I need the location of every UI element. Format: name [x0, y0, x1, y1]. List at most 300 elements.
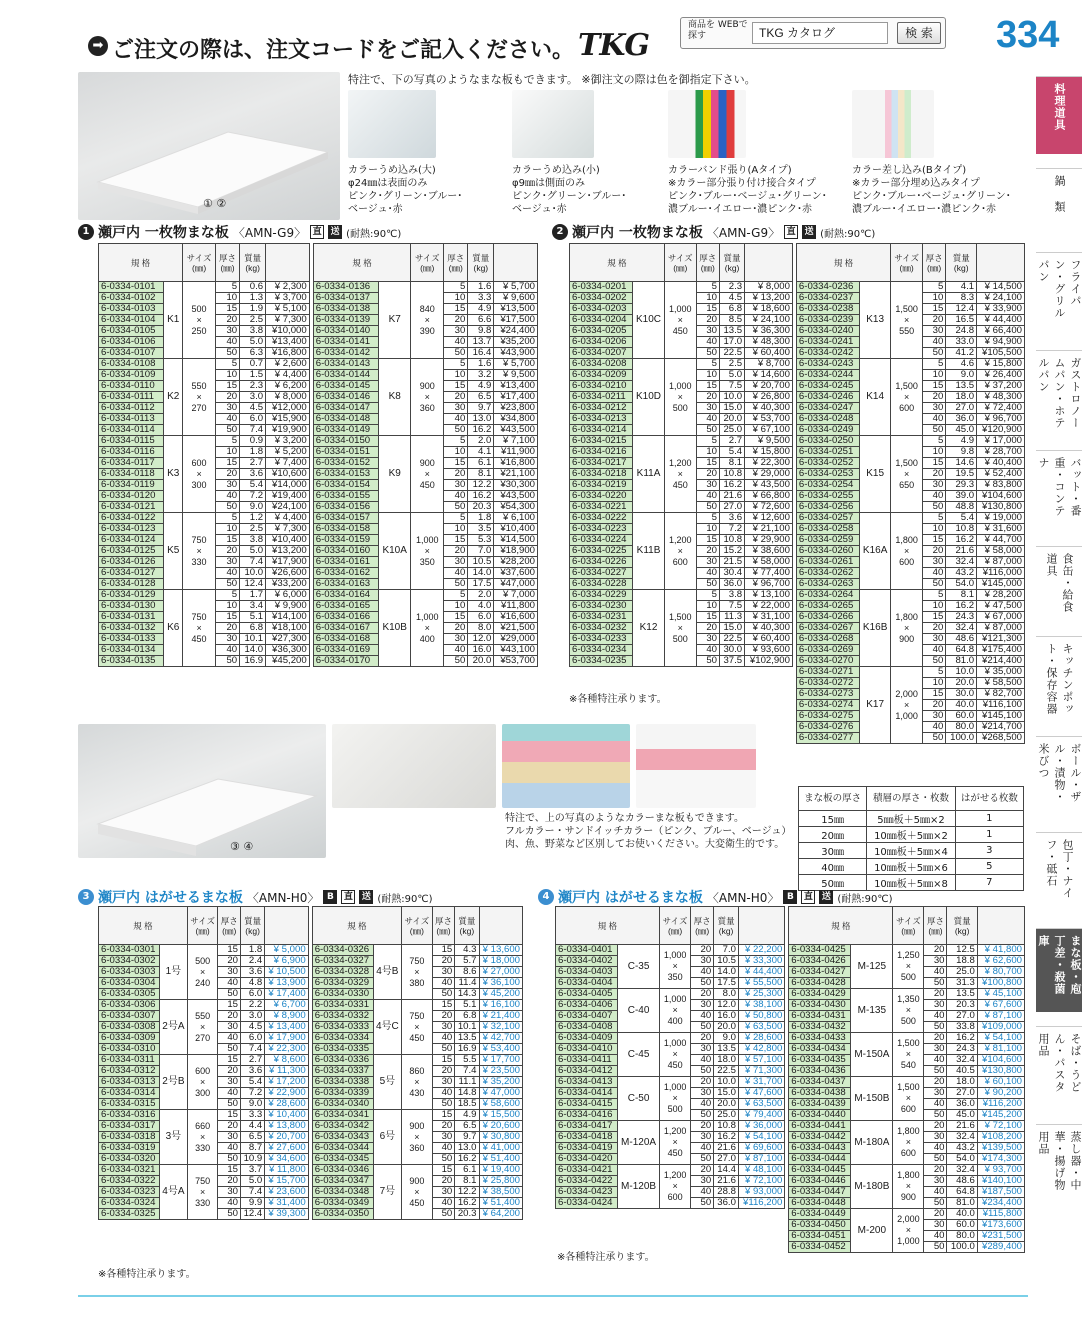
- thickness: 40: [691, 1143, 714, 1154]
- product-code: 6-0334-0149: [313, 425, 378, 436]
- layers-header-0: まな板の厚さ: [799, 787, 867, 811]
- price: ¥ 33,900: [977, 304, 1025, 315]
- size-label: M-125: [851, 945, 893, 989]
- weight: 8.0: [468, 623, 494, 634]
- table-row: [99, 1110, 523, 1121]
- header-weight: 質量 (kg): [468, 244, 494, 282]
- thickness: 10: [215, 524, 239, 535]
- sidebar-tab-2[interactable]: フライパン・グリルパン: [1036, 252, 1082, 336]
- special-order-note: ※各種特注承ります。: [569, 694, 667, 705]
- product-code: 6-0334-0311: [99, 1055, 160, 1066]
- thickness: 30: [924, 1088, 947, 1099]
- weight: 12.4: [240, 1209, 264, 1220]
- weight: 10.5: [714, 956, 739, 967]
- price: ¥ 12,600: [745, 513, 793, 524]
- sidebar-tab-8[interactable]: 包丁・ナイフ・砥石: [1036, 832, 1082, 914]
- layers-cell-2: 3: [955, 843, 1023, 859]
- empty-cell: [745, 711, 793, 722]
- size-label: K10D: [633, 359, 665, 436]
- section-4-title: [538, 887, 893, 907]
- price: ¥ 35,000: [977, 667, 1025, 678]
- price: ¥12,000: [266, 403, 310, 414]
- size-label: K14: [860, 359, 891, 436]
- thickness: 50: [924, 1154, 947, 1165]
- price: ¥ 60,400: [745, 348, 793, 359]
- price: ¥ 60,100: [977, 1077, 1024, 1088]
- weight: 13.5: [714, 1044, 739, 1055]
- price: ¥ 23,600: [265, 1187, 308, 1198]
- size-label: 2号B: [159, 1055, 187, 1110]
- variant-caption-2: カラーうめ込み(小) φ9㎜は側面のみ ピンク･グリーン･ブルー･ ベージュ･赤: [512, 165, 627, 215]
- sidebar-tab-1[interactable]: 鍋 類: [1036, 168, 1082, 238]
- header-code: 規 格: [313, 244, 411, 282]
- thickness: 30: [218, 1077, 241, 1088]
- thickness: 20: [432, 1176, 455, 1187]
- product-code: 6-0334-0338: [312, 1077, 373, 1088]
- thickness: 40: [218, 1143, 241, 1154]
- section-number-badge: 3: [78, 889, 94, 905]
- thickness: 30: [432, 1132, 455, 1143]
- header-size: サイズ (㎜): [659, 907, 690, 945]
- weight: 12.0: [714, 1000, 739, 1011]
- price: ¥140,100: [977, 1176, 1024, 1187]
- product-code: 6-0334-0270: [796, 656, 859, 667]
- thickness: 40: [432, 978, 455, 989]
- thickness: 20: [922, 469, 945, 480]
- thickness: 50: [696, 348, 719, 359]
- product-code: 6-0334-0415: [556, 1099, 618, 1110]
- size-label: K2: [164, 359, 183, 436]
- weight: 10.0: [946, 667, 977, 678]
- price: ¥11,800: [494, 601, 538, 612]
- product-code: 6-0334-0411: [556, 1055, 618, 1066]
- product-code: 6-0334-0433: [789, 1033, 851, 1044]
- weight: 5.5: [455, 1055, 479, 1066]
- price: ¥ 17,200: [265, 1077, 308, 1088]
- section-1-title: [78, 222, 401, 242]
- product-code: 6-0334-0251: [796, 447, 859, 458]
- thickness: 10: [215, 447, 239, 458]
- thickness: 15: [432, 1055, 455, 1066]
- product-code: 6-0334-0207: [570, 348, 633, 359]
- weight: 7.5: [719, 381, 744, 392]
- dimensions: 1,000 × 400: [659, 989, 690, 1033]
- brand-logo: TKG: [578, 28, 650, 63]
- variant-caption-4: カラー差し込み(Bタイプ) ※カラー部分埋め込みタイプ ピンク･ブルー･ベージュ･グリーン･ 濃ブルー･イエロー･濃ピンク･赤: [852, 165, 1011, 215]
- product-code: 6-0334-0217: [570, 458, 633, 469]
- product-code: 6-0334-0165: [313, 601, 378, 612]
- dimensions: 1,000 × 500: [664, 359, 696, 436]
- weight: 2.7: [240, 1055, 264, 1066]
- weight: 6.1: [468, 458, 494, 469]
- price: ¥19,900: [266, 425, 310, 436]
- product-code: 6-0334-0345: [312, 1154, 373, 1165]
- price: ¥ 6,000: [266, 590, 310, 601]
- size-label: 3号: [159, 1110, 187, 1165]
- weight: 11.1: [455, 1077, 479, 1088]
- weight: 16.0: [468, 645, 494, 656]
- thickness: 50: [691, 1110, 714, 1121]
- weight: 9.0: [714, 1033, 739, 1044]
- product-code: 6-0334-0219: [570, 480, 633, 491]
- product-code: 6-0334-0429: [789, 989, 851, 1000]
- thickness: 15: [215, 612, 239, 623]
- thickness: 20: [691, 1121, 714, 1132]
- weight: 8.1: [946, 590, 977, 601]
- product-code: 6-0334-0315: [99, 1099, 160, 1110]
- search-button[interactable]: 検 索: [897, 22, 941, 44]
- thickness: 30: [924, 1132, 947, 1143]
- weight: 48.8: [946, 502, 977, 513]
- price: ¥ 51,400: [479, 1154, 522, 1165]
- thickness: 40: [696, 337, 719, 348]
- table-row: [99, 945, 523, 956]
- price: ¥ 3,700: [266, 293, 310, 304]
- product-code: 6-0334-0302: [99, 956, 160, 967]
- thickness: 10: [922, 678, 945, 689]
- price: ¥130,800: [977, 1066, 1024, 1077]
- weight: 16.2: [714, 1132, 739, 1143]
- product-code: 6-0334-0214: [570, 425, 633, 436]
- price: ¥21,100: [494, 469, 538, 480]
- product-code: 6-0334-0146: [313, 392, 378, 403]
- product-code: 6-0334-0141: [313, 337, 378, 348]
- price: ¥231,500: [977, 1231, 1024, 1242]
- thickness: 50: [215, 425, 239, 436]
- thickness: 5: [696, 436, 719, 447]
- price: ¥ 6,100: [494, 513, 538, 524]
- thickness: 20: [432, 956, 455, 967]
- header-weight: 質量 (kg): [946, 244, 977, 282]
- thickness: 20: [444, 392, 468, 403]
- table-row: [570, 590, 1025, 601]
- thickness: 15: [215, 304, 239, 315]
- delivery-icon: 送: [819, 890, 833, 904]
- product-code: 6-0334-0243: [796, 359, 859, 370]
- price: ¥ 7,400: [266, 458, 310, 469]
- header-thick: 厚さ (㎜): [691, 907, 714, 945]
- product-code: 6-0334-0274: [796, 700, 859, 711]
- weight: 20.0: [714, 1099, 739, 1110]
- dimensions: 1,350 × 500: [893, 989, 924, 1033]
- thickness: 5: [922, 359, 945, 370]
- weight: 21.6: [719, 491, 744, 502]
- thickness: 10: [444, 447, 468, 458]
- thickness: 20: [924, 1209, 947, 1220]
- header-weight: 質量 (kg): [719, 244, 744, 282]
- product-code: 6-0334-0168: [313, 634, 378, 645]
- product-code: 6-0334-0139: [313, 315, 378, 326]
- weight: 6.5: [468, 392, 494, 403]
- weight: 7.4: [240, 1187, 264, 1198]
- product-code: 6-0334-0320: [99, 1154, 160, 1165]
- weight: 14.0: [468, 568, 494, 579]
- thickness: 50: [922, 502, 945, 513]
- thickness: 5: [444, 359, 468, 370]
- weight: 24.3: [947, 1044, 977, 1055]
- heat-resistance: (耐熱:90℃): [820, 228, 876, 240]
- price: ¥43,900: [494, 348, 538, 359]
- size-label: K6: [164, 590, 183, 667]
- weight: 40.0: [946, 700, 977, 711]
- sidebar-tab-0[interactable]: 料理道具: [1036, 76, 1082, 154]
- price: ¥ 94,900: [977, 337, 1025, 348]
- weight: 5.4: [240, 1077, 264, 1088]
- product-code: 6-0334-0413: [556, 1077, 618, 1088]
- weight: 2.5: [240, 524, 266, 535]
- price: ¥ 9,500: [745, 436, 793, 447]
- heat-resistance: (耐熱:90℃): [346, 228, 402, 240]
- price: ¥ 26,400: [977, 370, 1025, 381]
- price: ¥ 4,400: [266, 370, 310, 381]
- price: ¥ 44,700: [977, 535, 1025, 546]
- price: ¥ 31,400: [265, 1198, 308, 1209]
- thickness: 5: [215, 359, 239, 370]
- thickness: 40: [691, 1187, 714, 1198]
- thickness: 50: [691, 978, 714, 989]
- weight: 7.2: [240, 1088, 264, 1099]
- product-code: 6-0334-0109: [99, 370, 164, 381]
- weight: 32.4: [947, 1055, 977, 1066]
- weight: 2.0: [468, 436, 494, 447]
- weight: 16.2: [455, 1198, 479, 1209]
- dimensions: 1,000 × 500: [659, 1077, 690, 1121]
- thickness: 15: [215, 535, 239, 546]
- weight: 12.4: [240, 579, 266, 590]
- product-code: 6-0334-0255: [796, 491, 859, 502]
- price: ¥ 93,000: [738, 1187, 784, 1198]
- weight: 22.5: [719, 634, 744, 645]
- thickness: 20: [691, 1077, 714, 1088]
- layers-cell-2: 1: [955, 811, 1023, 827]
- product-code: 6-0334-0210: [570, 381, 633, 392]
- product-code: 6-0334-0446: [789, 1176, 851, 1187]
- price: ¥21,500: [494, 623, 538, 634]
- weight: 16.2: [719, 480, 744, 491]
- dimensions: 1,000 × 350: [411, 513, 444, 590]
- weight: 13.0: [455, 1143, 479, 1154]
- layers-cell-2: 7: [955, 875, 1023, 891]
- weight: 1.6: [468, 359, 494, 370]
- product-code: 6-0334-0420: [556, 1154, 618, 1165]
- weight: 4.6: [946, 359, 977, 370]
- price: ¥ 15,700: [265, 1176, 308, 1187]
- dimensions: 1,000 × 450: [664, 282, 696, 359]
- size-label: C-35: [618, 945, 660, 989]
- price: ¥ 53,700: [745, 414, 793, 425]
- weight: 9.0: [240, 502, 266, 513]
- table-row: [556, 1121, 1025, 1132]
- product-code: 6-0334-0234: [570, 645, 633, 656]
- size-label: K8: [379, 359, 411, 436]
- empty-cell: [696, 711, 719, 722]
- size-label: M-200: [851, 1209, 893, 1253]
- sidebar-tab-6[interactable]: キッチンポット・保存容器: [1036, 636, 1082, 722]
- weight: 5.1: [455, 1000, 479, 1011]
- product-code: 6-0334-0329: [312, 978, 373, 989]
- thickness: 5: [444, 282, 468, 293]
- variant-caption-1: カラーうめ込み(大) φ24㎜は表面のみ ピンク･グリーン･ブルー･ ベージュ･赤: [348, 165, 463, 215]
- dimensions: 1,500 × 650: [891, 436, 923, 513]
- dimensions: 1,250 × 500: [893, 945, 924, 989]
- thickness: 50: [218, 1209, 241, 1220]
- price: ¥145,200: [977, 1110, 1024, 1121]
- sidebar-tab-9[interactable]: まな板・庖丁差・殺菌庫: [1036, 928, 1082, 1012]
- thickness: 10: [696, 524, 719, 535]
- price: ¥ 5,100: [266, 304, 310, 315]
- sidebar-tab-4[interactable]: バット・番重・コンテナ: [1036, 450, 1082, 532]
- thickness: 40: [218, 1033, 241, 1044]
- price: ¥ 25,800: [479, 1176, 522, 1187]
- product-code: 6-0334-0142: [313, 348, 378, 359]
- price: ¥ 11,300: [265, 1066, 308, 1077]
- section-2-price-table: [569, 243, 1025, 744]
- dimensions: 1,500 × 500: [664, 590, 696, 667]
- price: ¥16,800: [494, 458, 538, 469]
- product-code: 6-0334-0112: [99, 403, 164, 414]
- product-code: 6-0334-0275: [796, 711, 859, 722]
- price: ¥ 90,200: [977, 1088, 1024, 1099]
- empty-cell: [691, 1209, 714, 1220]
- weight: 10.1: [455, 1022, 479, 1033]
- product-code: 6-0334-0313: [99, 1077, 160, 1088]
- weight: 14.6: [946, 458, 977, 469]
- weight: 13.5: [946, 381, 977, 392]
- thickness: 5: [444, 436, 468, 447]
- price: ¥102,900: [745, 656, 793, 667]
- weight: 2.3: [719, 282, 744, 293]
- thickness: 40: [432, 1198, 455, 1209]
- price: ¥ 36,100: [479, 978, 522, 989]
- product-code: 6-0334-0212: [570, 403, 633, 414]
- thickness: 50: [922, 733, 945, 744]
- product-code: 6-0334-0273: [796, 689, 859, 700]
- section-1-price-table: [98, 243, 538, 667]
- price: ¥214,400: [977, 656, 1025, 667]
- product-code: 6-0334-0306: [99, 1000, 160, 1011]
- model-code: 〈AMN-H0〉: [706, 890, 780, 905]
- product-code: 6-0334-0301: [99, 945, 160, 956]
- price: ¥ 13,400: [265, 1022, 308, 1033]
- thickness: 50: [215, 348, 239, 359]
- product-code: 6-0334-0440: [789, 1110, 851, 1121]
- thickness: 20: [432, 1011, 455, 1022]
- empty-cell: [714, 1209, 739, 1220]
- thickness: 20: [924, 1077, 947, 1088]
- sidebar-tab-3[interactable]: ガストロノームパン・ホテルパン: [1036, 350, 1082, 436]
- product-code: 6-0334-0402: [556, 956, 618, 967]
- product-code: 6-0334-0434: [789, 1044, 851, 1055]
- product-code: 6-0334-0129: [99, 590, 164, 601]
- empty-cell: [696, 667, 719, 678]
- price: ¥13,400: [266, 337, 310, 348]
- table-row: [556, 989, 1025, 1000]
- weight: 12.2: [468, 480, 494, 491]
- price: ¥ 9,900: [266, 601, 310, 612]
- price: ¥43,500: [494, 491, 538, 502]
- thickness: 15: [218, 1000, 241, 1011]
- product-code: 6-0334-0241: [796, 337, 859, 348]
- weight: 21.6: [714, 1176, 739, 1187]
- empty-cell: [570, 678, 633, 689]
- size-label: C-40: [618, 989, 660, 1033]
- size-label: M-135: [851, 989, 893, 1033]
- sidebar-tab-11[interactable]: 蒸し器・中華・揚げ物用品: [1036, 1124, 1082, 1204]
- layers-header-1: 積層の厚さ・枚数: [867, 787, 956, 811]
- weight: 11.4: [455, 978, 479, 989]
- product-code: 6-0334-0409: [556, 1033, 618, 1044]
- price: ¥45,200: [266, 656, 310, 667]
- price: ¥120,900: [977, 425, 1025, 436]
- thickness: 50: [432, 1209, 455, 1220]
- sidebar-tab-10[interactable]: そば・うどん・パスタ用品: [1036, 1026, 1082, 1110]
- thickness: 40: [691, 1055, 714, 1066]
- empty-cell: [738, 1209, 784, 1220]
- price: ¥ 13,800: [265, 1121, 308, 1132]
- product-code: 6-0334-0257: [796, 513, 859, 524]
- layers-cell-1: 10㎜板＋5㎜×8: [867, 875, 956, 891]
- thickness: 20: [922, 546, 945, 557]
- price: ¥ 45,200: [479, 989, 522, 1000]
- weight: 45.0: [947, 1110, 977, 1121]
- price: ¥ 13,600: [479, 945, 522, 956]
- dimensions: 750 × 380: [402, 945, 433, 1000]
- product-code: 6-0334-0405: [556, 989, 618, 1000]
- thickness: 15: [922, 381, 945, 392]
- search-input[interactable]: TKG カタログ: [752, 22, 888, 44]
- product-code: 6-0334-0244: [796, 370, 859, 381]
- table-row: [99, 1165, 523, 1176]
- product-code: 6-0334-0242: [796, 348, 859, 359]
- empty-cell: [714, 1242, 739, 1253]
- product-code: 6-0334-0113: [99, 414, 164, 425]
- price: ¥ 14,600: [745, 370, 793, 381]
- empty-cell: [664, 700, 696, 711]
- price: ¥10,600: [266, 469, 310, 480]
- price: ¥ 67,100: [745, 425, 793, 436]
- thickness: 40: [432, 1033, 455, 1044]
- price: ¥ 54,100: [977, 1033, 1024, 1044]
- price: ¥11,900: [494, 447, 538, 458]
- product-code: 6-0334-0442: [789, 1132, 851, 1143]
- weight: 13.7: [468, 337, 494, 348]
- weight: 1.2: [240, 513, 266, 524]
- sidebar-tab-5[interactable]: 食缶・給食道具: [1036, 546, 1082, 622]
- empty-cell: [633, 667, 665, 678]
- weight: 5.0: [719, 370, 744, 381]
- price: ¥ 9,600: [494, 293, 538, 304]
- product-code: 6-0334-0153: [313, 469, 378, 480]
- price: ¥30,300: [494, 480, 538, 491]
- product-code: 6-0334-0222: [570, 513, 633, 524]
- product-code: 6-0334-0323: [99, 1187, 160, 1198]
- footer-rule: [78, 1295, 1028, 1297]
- weight: 22.5: [719, 348, 744, 359]
- thickness: 20: [924, 1121, 947, 1132]
- weight: 16.2: [455, 1154, 479, 1165]
- thickness: 10: [922, 370, 945, 381]
- price: ¥ 38,100: [738, 1000, 784, 1011]
- sidebar-tab-7[interactable]: ボール・ザル・漬物・米びつ: [1036, 736, 1082, 818]
- thickness: 30: [432, 1187, 455, 1198]
- weight: 8.1: [455, 1176, 479, 1187]
- weight: 0.7: [240, 359, 266, 370]
- header-price: [738, 907, 784, 945]
- weight: 27.0: [714, 1154, 739, 1165]
- product-code: 6-0334-0213: [570, 414, 633, 425]
- weight: 25.0: [719, 425, 744, 436]
- thickness: 40: [444, 568, 468, 579]
